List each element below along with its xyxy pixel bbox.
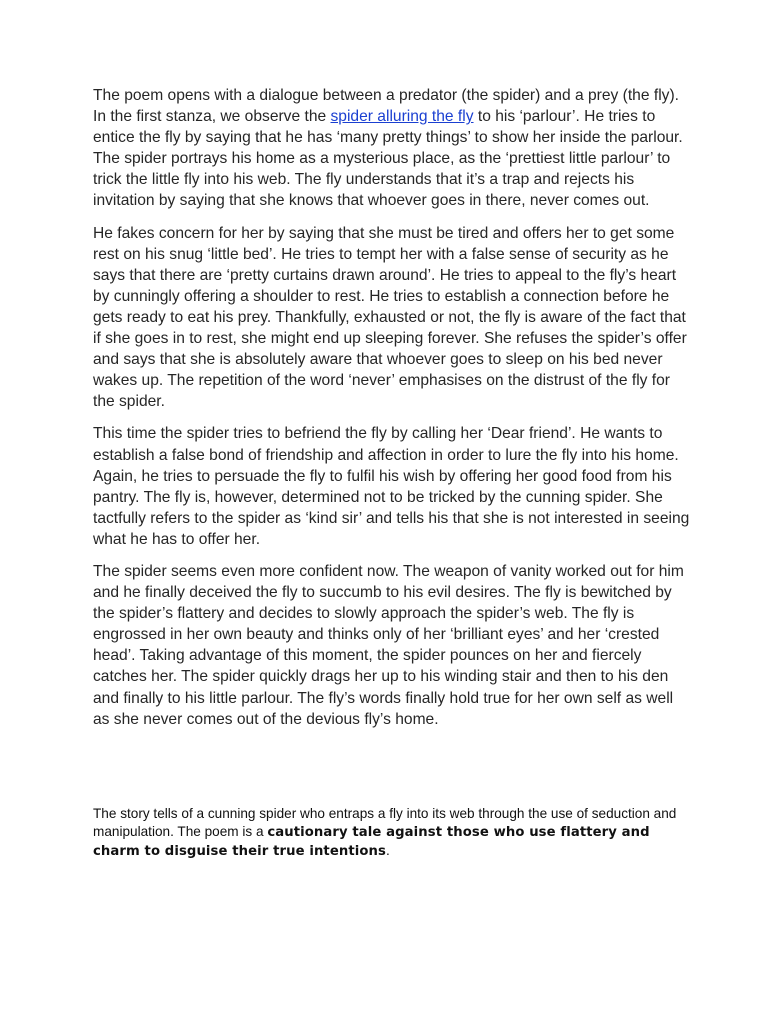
summary-period: . bbox=[386, 843, 390, 859]
paragraph-2: He fakes concern for her by saying that she must be tired and offers her to get some rest on his snug ‘little bed’. He tries to tempt her with a false sense of security as he says that there are ‘pretty curtains drawn around’. He tries to appeal to the fly’s heart by cunningly offering a shoulder to rest. He tries to establish a connection before he gets ready to eat his prey. Thankfully, exhausted or not, the fly is aware of the fact that if she goes in to rest, she might end up sleeping forever. She refuses the spider’s offer and says that she is absolutely aware that whoever goes to sleep on his bed never wakes up. The repetition of the word ‘never’ emphasises on the distrust of the fly for the spider. bbox=[93, 224, 687, 411]
summary-bold-text: cautionary tale against those who use flattery and charm to disguise their true intentions bbox=[93, 825, 650, 860]
paragraph-1-text-start: The poem opens with a dialogue between a predator (the spider) and a prey (the fly). In the first stanza, we observe the bbox=[93, 87, 679, 126]
document-body bbox=[93, 85, 693, 741]
summary-paragraph bbox=[93, 805, 693, 862]
summary-text: The story tells of a cunning spider who entraps a fly into its web through the use of seduction and manipulation. The poem is a bbox=[93, 806, 677, 840]
paragraph-1-text-end: to his ‘parlour’. He tries to entice the fly by saying that he has ‘many pretty things’ to show her inside the parlour. The spider portrays his home as a mysterious place, as the ‘prettiest little parlour’ to trick the little fly into his web. The fly understands that it’s a trap and rejects his invitation by saying that she knows that whoever goes in there, never comes out. bbox=[93, 108, 683, 210]
paragraph-1 bbox=[93, 85, 693, 212]
summary-block bbox=[93, 805, 693, 862]
paragraph-3: This time the spider tries to befriend the fly by calling her ‘Dear friend’. He wants to establish a false bond of friendship and affection in order to lure the fly into his home. Again, he tries to persuade the fly to fulfil his wish by offering her good food from his pantry. The fly is, however, determined not to be tricked by the cunning spider. She tactfully refers to the spider as ‘kind sir’ and tells his that she is not interested in seeing what he has to offer her. bbox=[93, 425, 690, 548]
paragraph-4: The spider seems even more confident now. The weapon of vanity worked out for him and he finally deceived the fly to succumb to his evil desires. The fly is bewitched by the spider’s flattery and decides to slowly approach the spider’s web. The fly is engrossed in her own beauty and thinks only of her ‘brilliant eyes’ and her ‘crested head’. Taking advantage of this moment, the spider pounces on her and fiercely catches her. The spider quickly drags her up to his winding stair and then to his den and finally to his little parlour. The fly’s words finally hold true for her own self as well as she never comes out of the devious fly’s home. bbox=[93, 562, 684, 728]
spider-alluring-link[interactable]: spider alluring the fly bbox=[330, 108, 474, 126]
